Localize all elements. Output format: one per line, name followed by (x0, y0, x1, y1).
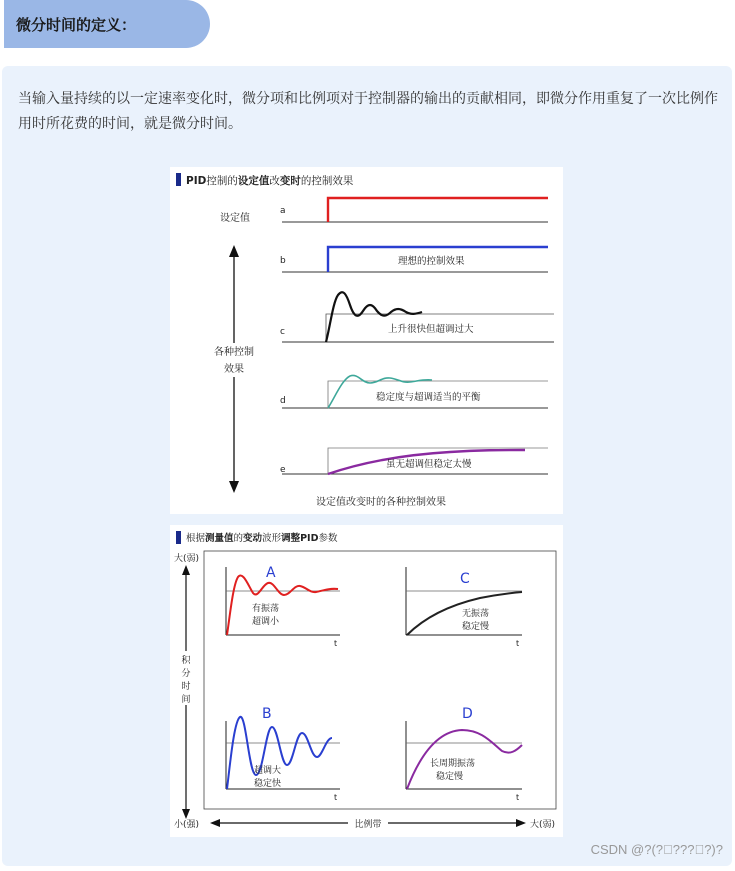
effects-label-1: 各种控制 (214, 347, 254, 358)
csdn-watermark: CSDN @?(? ??? ?)? (590, 842, 723, 857)
panel-d-letter: D (462, 706, 473, 722)
figure1-svg (170, 167, 563, 514)
y-axis-char-4: 间 (181, 695, 191, 705)
figure-setpoint-control-effects (170, 167, 563, 514)
panel-b-letter: B (262, 706, 272, 722)
x-right-label: 大(弱) (530, 820, 556, 830)
panel-c-letter: C (460, 571, 470, 587)
effects-axis-arrow-down (229, 481, 239, 493)
effects-axis-arrow-up (229, 245, 239, 257)
y-axis-char-3: 时 (181, 682, 191, 692)
effects-label-2: 效果 (224, 364, 244, 375)
figure2-heading-marker (176, 531, 181, 544)
panel-b (226, 706, 340, 802)
y-axis-char-1: 积 (181, 656, 191, 666)
panel-a-line1: 有振荡 (252, 604, 280, 614)
row-b-letter: b (280, 256, 286, 266)
panel-d-time-label: t (516, 793, 520, 802)
x-axis-label: 比例带 (354, 820, 382, 830)
row-d-desc: 稳定度与超调适当的平衡 (376, 392, 481, 403)
panel-b-time-label: t (334, 793, 338, 802)
section-title (4, 0, 210, 48)
panel-a-letter: A (266, 565, 276, 581)
row-e-letter: e (280, 465, 286, 475)
panel-a (226, 565, 340, 648)
panel-d-line1: 长周期振荡 (430, 759, 476, 769)
row-a-step-curve (328, 198, 548, 222)
panel-c (406, 567, 522, 648)
y-bottom-label: 小(强) (174, 820, 200, 830)
panel-a-time-label: t (334, 639, 338, 648)
panel-a-line2: 超调小 (252, 617, 280, 627)
panel-c-time-label: t (516, 639, 520, 648)
setpoint-label: 设定值 (220, 213, 250, 224)
y-axis-arrow-down (182, 809, 190, 819)
panel-d (406, 706, 522, 802)
y-axis-arrow-up (182, 565, 190, 575)
figure2-svg (170, 525, 563, 837)
row-a-letter: a (280, 206, 286, 216)
figure-pid-tuning-waveforms (170, 525, 563, 837)
x-axis-arrow-right (516, 819, 526, 827)
figure2-heading: 根据测量值的变动波形调整PID参数 (186, 533, 338, 544)
panel-c-line2: 稳定慢 (462, 622, 490, 632)
panel-b-line2: 稳定快 (254, 779, 282, 789)
intro-paragraph: 当输入量持续的以一定速率变化时，微分项和比例项对于控制器的输出的贡献相同，即微分作用重复了一次比例作用时所花费的时间，就是微分时间。 (18, 90, 718, 131)
x-axis-arrow-left (210, 819, 220, 827)
row-c-desc: 上升很快但超调过大 (388, 324, 474, 335)
row-e-desc: 虽无超调但稳定太慢 (386, 459, 472, 470)
section-title-text: 微分时间的定义： (16, 16, 137, 34)
figure1-caption: 设定值改变时的各种控制效果 (316, 497, 446, 508)
row-c-letter: c (280, 327, 285, 337)
row-b-desc: 理想的控制效果 (398, 256, 465, 267)
panel-c-line1: 无振荡 (462, 609, 490, 619)
panel-a-curve (227, 576, 338, 635)
panel-b-line1: 超调大 (254, 766, 282, 776)
figure1-heading-marker (176, 173, 181, 186)
y-top-label: 大(弱) (174, 554, 200, 564)
y-axis-char-2: 分 (181, 669, 191, 679)
row-d-letter: d (280, 396, 286, 406)
panel-d-line2: 稳定慢 (436, 772, 464, 782)
figure1-heading: PID控制的设定值改变时的控制效果 (186, 175, 354, 187)
